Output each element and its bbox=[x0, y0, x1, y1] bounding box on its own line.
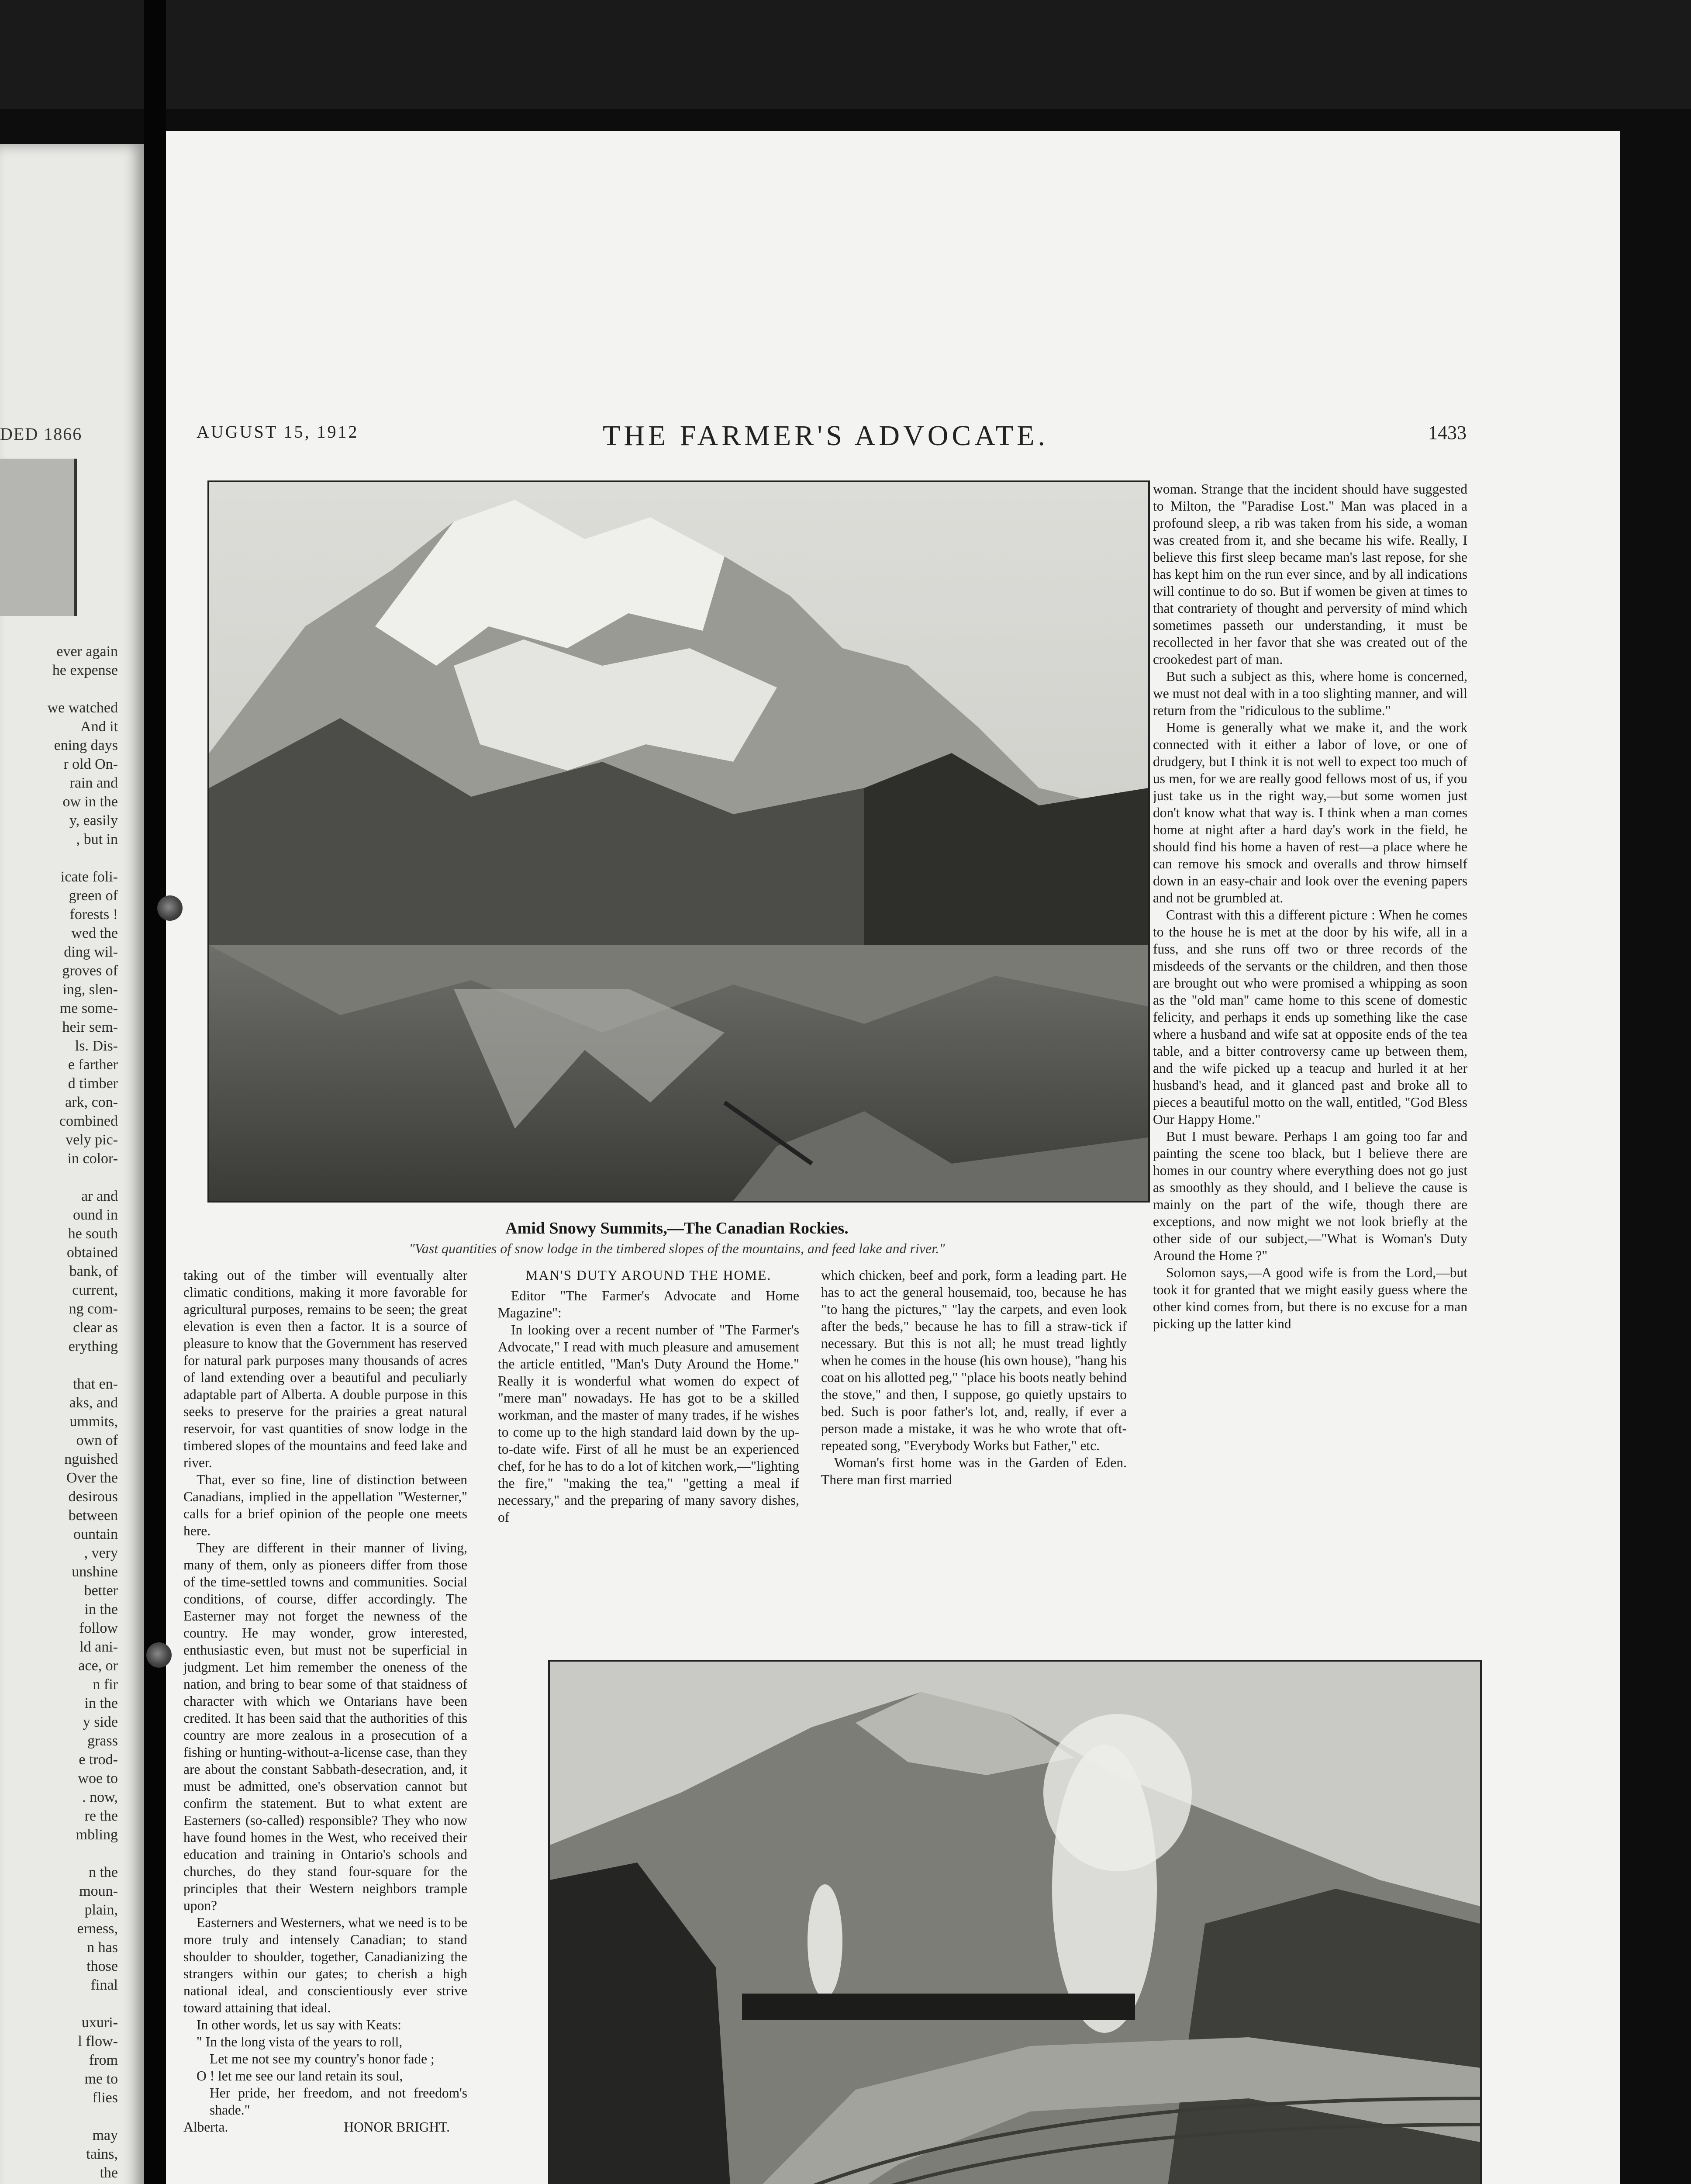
col1-paragraph: That, ever so fine, line of distinction between Canadians, implied in the appellation "Westerner," calls for a brief opinion of the people one meets here. bbox=[183, 1472, 467, 1538]
publication-title: THE FARMER'S ADVOCATE. bbox=[603, 420, 1049, 452]
page-number: 1433 bbox=[1428, 422, 1467, 443]
photo-snowy-summits bbox=[207, 480, 1150, 1203]
train-mountain-photo bbox=[550, 1662, 1480, 2184]
poem-line: " In the long vista of the years to roll, bbox=[197, 2034, 403, 2049]
col4-paragraph: woman. Strange that the incident should have suggested to Milton, the "Paradise Lost." Man was placed in a profound sleep, a rib was taken from his side, a woman was created from it, and she became his wife. Really, I believe this first sleep became man's last repose, for she has kept him on the run ever since, and by all indications will continue to do so. But if women be given at times to that contrariety of thought and perversity of mind which sometimes passeth our understanding, it must be recollected in her favor that she was created out of the crookedest part of man. bbox=[1153, 481, 1467, 667]
photo-among-the-rockies bbox=[548, 1660, 1482, 2184]
signature-line bbox=[183, 2118, 467, 2136]
poem-line: Her pride, her freedom, and not freedom's shade." bbox=[210, 2085, 467, 2118]
binding-hole bbox=[146, 1642, 172, 1668]
col4-paragraph: But I must beware. Perhaps I am going too far and painting the scene too black, but I believe there are homes in our country where everything does not go just as smoothly as they should, and I believe the cause is mainly on the part of the wife, though there are exceptions, and now might we not look briefly at the other side of our subject,—"What is Woman's Duty Around the Home ?" bbox=[1153, 1129, 1467, 1263]
issue-date: AUGUST 15, 1912 bbox=[197, 422, 359, 442]
column-3-text bbox=[821, 1267, 1127, 1616]
column-1-text bbox=[183, 1267, 467, 2184]
col3-paragraph: which chicken, beef and pork, form a leading part. He has to act the general housemaid, too, because he has "to hang the pictures," "lay the carpets, and even look after the beds," because he has to fill a straw-tick if necessary. But this is not all; he must tread lightly when he comes in the house (his own house), "hang his coat on his allotted peg," "place his boots neatly behind the stove," and then, I suppose, go quietly upstairs to bed. Such is poor father's lot, and, really, if ever a person made a mistake, it was he who wrote that oft-repeated song, "Everybody Works but Father," etc. bbox=[821, 1268, 1127, 1453]
left-page-text-fragment: ever again he expense we watched And it ening days r old On- rain and ow in the y, easily , but in icate foli- green of forests ! wed the ding wil- groves of ing, slen- me some- heir sem- ls. Dis- e farther d timber ark, con- combined vely pic- in color- ar and ound in he south obtained bank, of current, ng com- clear as erything that en- aks, and ummits, own of nguished Over the desirous between ountain , very unshine better in the follow ld ani- ace, or n fir in the y side grass e trod- woe to . now, re the mbling n the moun- plain, erness, n has those final uxuri- l flow- from me to flies may tains, the bbox=[47, 643, 118, 2181]
mountain-lake-photo bbox=[209, 482, 1148, 1201]
photo1-caption-title: Amid Snowy Summits,—The Canadian Rockies. bbox=[505, 1219, 849, 1237]
col1-paragraph: They are different in their manner of living, many of them, only as pioneers differ from those of the time-settled towns and communities. Social conditions, of course, differ accordingly. The Easterner may not forget the newness of the country. He may wonder, grow interested, enthusiastic even, but must not be superficial in judgment. Let him remember the oneness of the nation, and bring to bear some of that staidness of character with which we Ontarians have been credited. It has been said that the authorities of this country are more zealous in a prosecution of a fishing or hunting-without-a-license case, than they are about the constant Sabbath-desecration, and, it must be admitted, one's observation cannot but confirm the statement. But to what extent are Easterners (so-called) responsible? They who now have found homes in the West, who received their education and training in Ontario's schools and churches, do they stand four-square for the principles that their Western neighbors trample upon? bbox=[183, 1540, 467, 1913]
col4-paragraph: But such a subject as this, where home is concerned, we must not deal with in a too slighting manner, and will return from the "ridiculous to the sublime." bbox=[1153, 669, 1467, 718]
article-heading: MAN'S DUTY AROUND THE HOME. bbox=[525, 1268, 772, 1283]
photo1-caption-subtitle: "Vast quantities of snow lodge in the timbered slopes of the mountains, and feed lake and river." bbox=[409, 1241, 945, 1256]
signature-name: HONOR BRIGHT. bbox=[344, 2119, 450, 2135]
col3-paragraph: Woman's first home was in the Garden of Eden. There man first married bbox=[821, 1455, 1127, 1487]
column-2-text bbox=[498, 1267, 799, 1616]
poem-line: Let me not see my country's honor fade ; bbox=[210, 2051, 435, 2067]
signature-place: Alberta. bbox=[183, 2119, 228, 2135]
col1-paragraph: In other words, let us say with Keats: bbox=[197, 2017, 401, 2032]
column-4-text bbox=[1153, 480, 1467, 1616]
binding-hole bbox=[157, 895, 183, 921]
col2-paragraph: In looking over a recent number of "The Farmer's Advocate," I read with much pleasure and amusement the article entitled, "Man's Duty Around the Home." Really it is wonderful what women do expect of "mere man" nowadays. He has got to be a skilled workman, and the master of many trades, if he wishes to come up to the high standard laid down by the up-to-date wife. First of all he must be an experienced chef, for he has to do a lot of kitchen work,—"lighting the fire," "making the tea," "getting a meal if necessary," and the preparing of many savory dishes, of bbox=[498, 1322, 799, 1525]
poem-line: O ! let me see our land retain its soul, bbox=[197, 2068, 403, 2084]
col1-paragraph: Easterners and Westerners, what we need is to be more truly and intensely Canadian; to stand shoulder to shoulder, together, Canadianizing the strangers within our gates; to cherish a high national ideal, and conscientiously ever strive toward attaining that ideal. bbox=[183, 1915, 467, 2015]
col4-paragraph: Contrast with this a different picture : When he comes to the house he is met at the door by his wife, all in a fuss, and she runs off two or three records of the misdeeds of the servants or the children, and then those are brought out who were promised a whipping as soon as the "old man" came home to this scene of domestic felicity, and perhaps it ends up something like the case where a husband and wife sat at opposite ends of the tea table, and a bitter controversy came up between them, and the wife picked up a teacup and hurled it at her husband's head, and it glanced past and broke all to pieces a beautiful motto on the wall, entitled, "God Bless Our Happy Home." bbox=[1153, 907, 1467, 1127]
left-page-header-fragment: DED 1866 bbox=[0, 424, 83, 444]
magazine-page bbox=[166, 131, 1620, 2184]
article-salutation: Editor "The Farmer's Advocate and Home Magazine": bbox=[498, 1288, 799, 1320]
col1-paragraph: taking out of the timber will eventually alter climatic conditions, making it more favorable for agricultural purposes, remains to be seen; the great elevation is even then a factor. It is a source of pleasure to know that the Government has reserved for natural park purposes many thousands of acres of land extending over a beautiful and peculiarly adaptable part of Alberta. A double purpose in this seeks to preserve for the prairies a great natural reservoir, for vast quantities of snow lodge in the timbered slopes of the mountains and feed lake and river. bbox=[183, 1268, 467, 1470]
col4-paragraph: Home is generally what we make it, and the work connected with it either a labor of love, or one of drudgery, but I think it is not well to expect too much of us men, for we are really good fellows most of us, if you just take us in the right way,—but some women just don't know what that way is. I think when a man comes home at night after a hard day's work in the field, he should find his home a haven of rest—a place where he can remove his smock and overalls and throw himself down in an easy-chair and look over the evening papers and not be grumbled at. bbox=[1153, 720, 1467, 905]
col4-paragraph: Solomon says,—A good wife is from the Lord,—but took it for granted that we might easily guess where the other kind comes from, but there is no excuse for a man picking up the latter kind bbox=[1153, 1265, 1467, 1331]
